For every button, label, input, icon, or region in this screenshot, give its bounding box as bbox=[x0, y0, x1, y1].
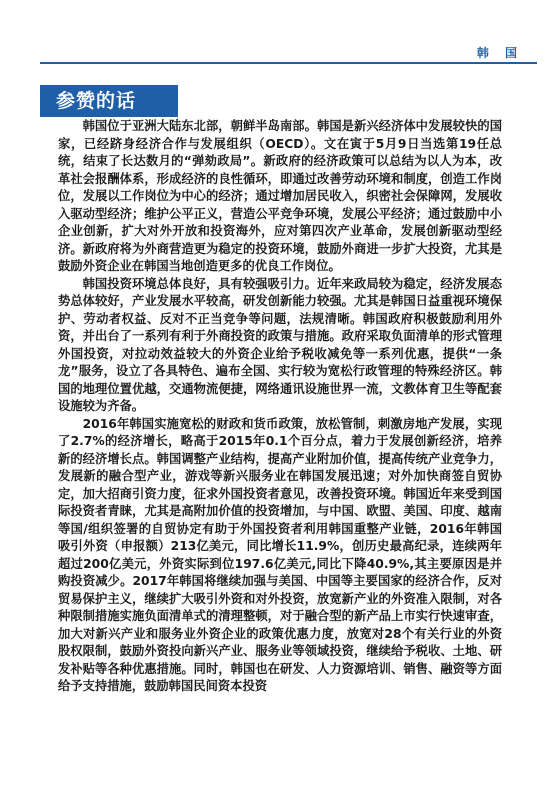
paragraph: 2016年韩国实施宽松的财政和货币政策，放松管制，刺激房地产发展，实现了2.7%的经济增长，略高于2015年0.1个百分点，着力于发展创新经济，培养新的经济增长点。韩国调整产业结构，提高产业附加价值，提高传统产业竞争力，发展新的融合型产业，游戏等新兴服务业在韩国发展迅速；对外加快商签自贸协定，加大招商引资力度，征求外国投资者意见，改善投资环境。韩国近年来受到国际投资者青睐，尤其是高附加价值的投资增加，与中国、欧盟、美国、印度、越南等国/组织签署的自贸协定有助于外国投资者利用韩国重整产业链，2016年韩国吸引外资（申报额）213亿美元，同比增长11.9%，创历史最高纪录，连续两年超过200亿美元，外资实际到位197.6亿美元,同比下降40.9%,其主要原因是并购投资减少。2017年韩国将继续加强与美国、中国等主要国家的经济合作，反对贸易保护主义，继续扩大吸引外资和对外投资，放宽新产业的外资准入限制，对各种限制措施实施负面清单式的清理整顿，对于融合型的新产品上市实行快速审查，加大对新兴产业和服务业外资企业的政策优惠力度，放宽对28个有关行业的外资股权限制，鼓励外资投向新兴产业、服务业等领域投资，继续给予税收、土地、研发补贴等各种优惠措施。同时，韩国也在研发、人力资源培训、销售、融资等方面给予支持措施，鼓励韩国民间资本投资 bbox=[58, 416, 502, 693]
article-body bbox=[58, 118, 502, 696]
header-divider bbox=[40, 62, 537, 64]
paragraph: 韩国投资环境总体良好，具有较强吸引力。近年来政局较为稳定，经济发展态势总体较好，产业发展水平较高，研发创新能力较强。尤其是韩国日益重视环境保护、劳动者权益、反对不正当竞争等问题，法规清晰。韩国政府积极鼓励利用外资，并出台了一系列有利于外商投资的政策与措施。政府采取负面清单的形式管理外国投资，对拉动效益较大的外资企业给予税收减免等一系列优惠，提供“一条龙”服务，设立了各具特色、遍布全国、实行较为宽松行政管理的特殊经济区。韩国的地理位置优越，交通物流便捷，网络通讯设施世界一流，文教体育卫生等配套设施较为齐备。 bbox=[58, 276, 502, 413]
section-title: 参赞的话 bbox=[56, 90, 137, 112]
section-title-band bbox=[40, 85, 178, 117]
paragraph: 韩国位于亚洲大陆东北部，朝鲜半岛南部。韩国是新兴经济体中发展较快的国家，已经跻身经济合作与发展组织（OECD）。文在寅于5月9日当选第19任总统，结束了长达数月的“弹劾政局”。新政府的经济政策可以总结为以人为本，改革社会报酬体系，形成经济的良性循环，即通过改善劳动环境和制度，创造工作岗位，发展以工作岗位为中心的经济；通过增加居民收入，织密社会保障网，发展收入驱动型经济；维护公平正义，营造公平竞争环境，发展公平经济；通过鼓励中小企业创新，扩大对外开放和投资海外，应对第四次产业革命，发展创新驱动型经济。新政府将为外商营造更为稳定的投资环境，鼓励外商进一步扩大投资，尤其是鼓励外资企业在韩国当地创造更多的优良工作岗位。 bbox=[58, 119, 502, 273]
country-header-label: 韩 国 bbox=[476, 46, 523, 60]
